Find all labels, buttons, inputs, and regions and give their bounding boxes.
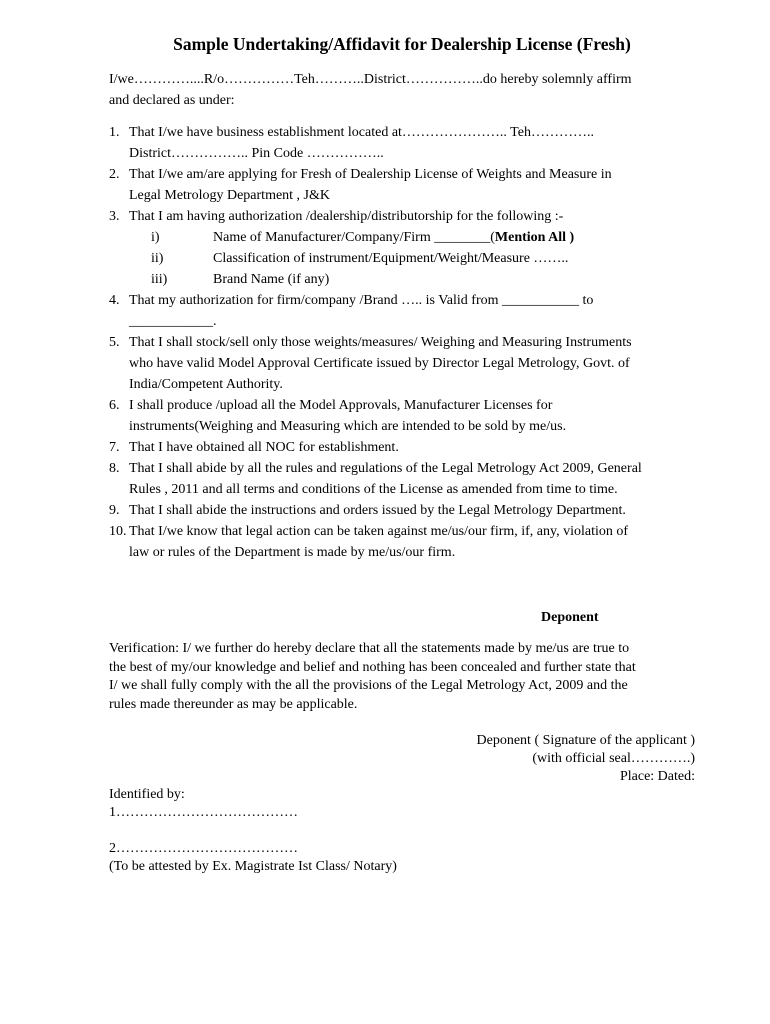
intro-line: I/we…………....R/o……………Teh………..District……………..do hereby solemnly affirm	[109, 72, 632, 87]
item-line: That I have obtained all NOC for establishment.	[129, 440, 399, 455]
item-line: That I/we know that legal action can be taken against me/us/our firm, if, any, violation of	[129, 524, 629, 539]
item-line: Legal Metrology Department , J&K	[129, 188, 331, 203]
item-line: That I/we am/are applying for Fresh of Dealership License of Weights and Measure in	[129, 167, 612, 182]
declaration-item	[109, 395, 709, 437]
item-line: That I shall abide by all the rules and regulations of the Legal Metrology Act 2009, General	[129, 461, 642, 476]
item-line: That I shall stock/sell only those weights/measures/ Weighing and Measuring Instruments	[129, 335, 632, 350]
subitem-text: Name of Manufacturer/Company/Firm ________(	[213, 230, 495, 245]
item-line: India/Competent Authority.	[129, 377, 283, 392]
declaration-item	[109, 206, 709, 290]
item-number: 2.	[109, 167, 120, 182]
declaration-list	[109, 122, 709, 563]
declaration-item	[109, 332, 709, 395]
deponent-heading: Deponent	[541, 610, 599, 625]
declaration-item	[109, 458, 709, 500]
verification-line: I/ we shall fully comply with the all the provisions of the Legal Metrology Act, 2009 and the	[109, 678, 628, 693]
subitem-bold-text: Mention All )	[494, 230, 575, 245]
item-line: Rules , 2011 and all terms and conditions of the License as amended from time to time.	[129, 482, 618, 497]
seal-line: (with official seal………….)	[532, 751, 695, 766]
item-line: instruments(Weighing and Measuring which are intended to be sold by me/us.	[129, 419, 567, 434]
sublist-item	[129, 227, 709, 248]
item-line: That I am having authorization /dealership/distributorship for the following :-	[129, 209, 564, 224]
declaration-item	[109, 290, 709, 332]
subitem-number: iii)	[151, 272, 168, 287]
authorization-sublist	[129, 227, 709, 290]
declaration-item	[109, 521, 709, 563]
sublist-item	[129, 248, 709, 269]
identified-by-heading: Identified by:	[109, 787, 185, 802]
spacer	[109, 822, 397, 840]
item-line: That my authorization for firm/company /Brand ….. is Valid from ___________ to	[129, 293, 594, 308]
item-number: 10.	[109, 524, 127, 539]
item-number: 9.	[109, 503, 120, 518]
verification-line: Verification: I/ we further do hereby declare that all the statements made by me/us are true to	[109, 641, 630, 656]
item-line: That I shall abide the instructions and orders issued by the Legal Metrology Department.	[129, 503, 626, 518]
item-line: law or rules of the Department is made by me/us/our firm.	[129, 545, 456, 560]
item-line: District…………….. Pin Code ……………..	[129, 146, 384, 161]
item-number: 4.	[109, 293, 120, 308]
identified-by-block	[109, 786, 397, 876]
declaration-item	[109, 437, 709, 458]
declaration-item	[109, 164, 709, 206]
verification-paragraph	[109, 640, 709, 714]
subitem-text: Brand Name (if any)	[213, 272, 330, 287]
subitem-number: i)	[151, 230, 160, 245]
item-line: That I/we have business establishment located at………………….. Teh…………..	[129, 125, 594, 140]
sublist-item	[129, 269, 709, 290]
intro-paragraph	[109, 69, 709, 111]
item-number: 7.	[109, 440, 120, 455]
subitem-text: Classification of instrument/Equipment/Weight/Measure ……..	[213, 251, 569, 266]
declaration-item	[109, 122, 709, 164]
document-title: Sample Undertaking/Affidavit for Dealership License (Fresh)	[173, 34, 631, 54]
item-number: 8.	[109, 461, 120, 476]
attestation-note: (To be attested by Ex. Magistrate Ist Class/ Notary)	[109, 859, 397, 874]
item-number: 3.	[109, 209, 120, 224]
verification-line: rules made thereunder as may be applicable.	[109, 696, 358, 712]
item-line: who have valid Model Approval Certificate issued by Director Legal Metrology, Govt. of	[129, 356, 630, 371]
identifier-line-2: 2…………………………………	[109, 841, 298, 856]
item-number: 6.	[109, 398, 120, 413]
verification-line: the best of my/our knowledge and belief and nothing has been concealed and further state that	[109, 659, 636, 675]
item-number: 1.	[109, 125, 120, 140]
identifier-line-1: 1…………………………………	[109, 805, 298, 820]
declaration-item	[109, 500, 709, 521]
intro-line: and declared as under:	[109, 93, 235, 108]
item-line: I shall produce /upload all the Model Approvals, Manufacturer Licenses for	[129, 398, 553, 413]
signature-block	[477, 732, 695, 786]
subitem-number: ii)	[151, 251, 164, 266]
item-line: ____________.	[129, 314, 217, 329]
place-date-line: Place: Dated:	[619, 769, 695, 784]
item-number: 5.	[109, 335, 120, 350]
signature-line: Deponent ( Signature of the applicant )	[476, 733, 695, 748]
